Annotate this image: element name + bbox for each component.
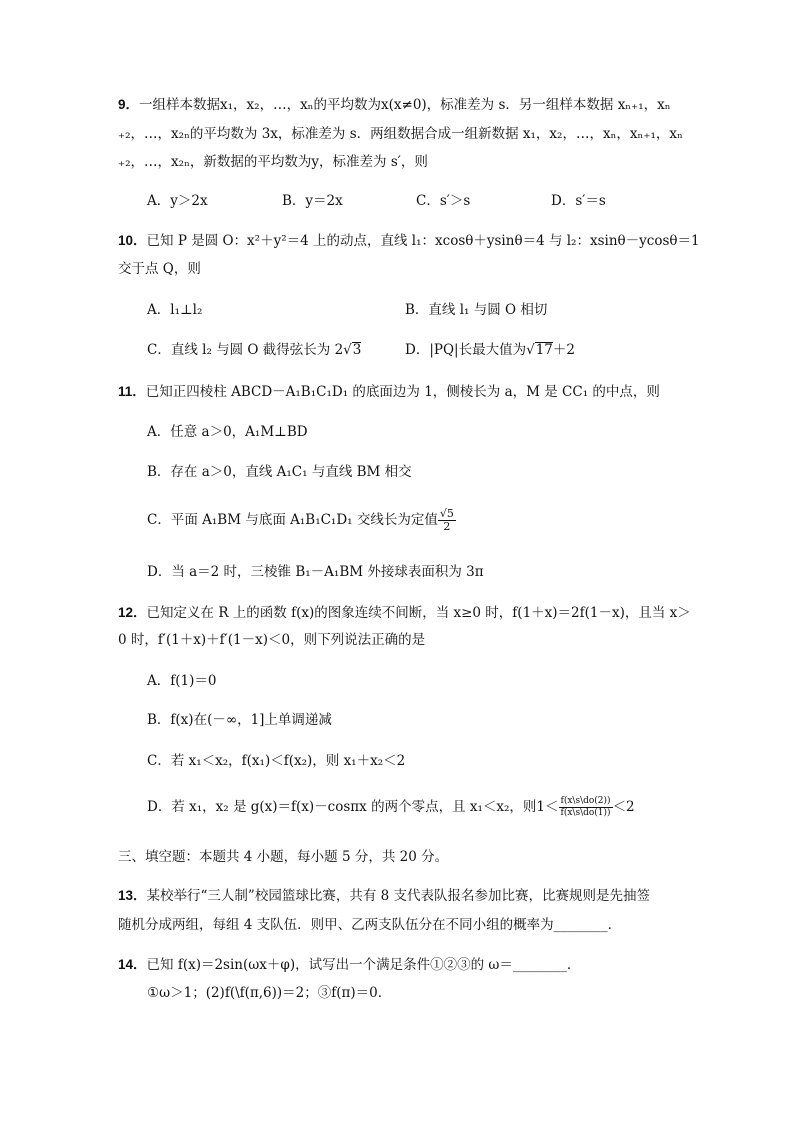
q9-option-b: B．y＝2x xyxy=(282,193,343,209)
q13-line-2: 随机分成两组，每组 4 支队伍．则甲、乙两支队伍分在不同小组的概率为________． xyxy=(118,917,622,933)
q12-line-2: 0 时，f′(1＋x)＋f′(1－x)＜0，则下列说法正确的是 xyxy=(118,632,426,648)
q9-line-3: ₊₂，…，x₂ₙ，新数据的平均数为y，标准差为 s′，则 xyxy=(118,154,428,170)
q11-text-1: 已知正四棱柱 ABCD－A₁B₁C₁D₁ 的底面边为 1，侧棱长为 a，M 是 CC₁ 的中点，则 xyxy=(145,384,660,400)
fraction-numerator: f(x\s\do(2)) xyxy=(560,796,611,806)
q10-option-c-radicand: 3 xyxy=(352,342,362,358)
q9-option-a: A．y＞2x xyxy=(147,193,208,209)
q11-option-b: B．存在 a＞0，直线 A₁C₁ 与直线 BM 相交 xyxy=(147,464,412,480)
q9-option-d: D．s′＝s xyxy=(551,193,606,209)
q9-option-c: C．s′＞s xyxy=(416,193,471,209)
section-3-heading: 三、填空题：本题共 4 小题，每小题 5 分，共 20 分。 xyxy=(118,849,449,865)
q11-line-1 xyxy=(118,383,660,401)
q14-line-2: ①ω＞1；(2)f(\f(π,6))＝2；③f(π)＝0． xyxy=(147,985,392,1001)
q11-number: 11． xyxy=(118,384,146,399)
q9-line-2: ₊₂，…，x₂ₙ的平均数为 3x，标准差为 s．两组数据合成一组新数据 x₁，x₂，…，xₙ，xₙ₊₁，xₙ xyxy=(118,126,683,142)
sqrt-symbol: √ xyxy=(526,342,535,358)
q12-option-d-tail: ＜2 xyxy=(612,799,635,815)
q12-option-d-fraction xyxy=(559,796,613,819)
q10-option-d-tail: ＋2 xyxy=(552,342,575,358)
q12-line-1 xyxy=(118,604,691,622)
q11-option-d: D．当 a＝2 时，三棱锥 B₁－A₁BM 外接球表面积为 3π xyxy=(147,564,484,580)
q10-option-a: A．l₁⊥l₂ xyxy=(147,302,203,318)
q10-option-d xyxy=(405,341,575,359)
fraction-denominator: 2 xyxy=(443,520,451,533)
q13-number: 13． xyxy=(118,888,147,903)
fraction-numerator-value: 5 xyxy=(446,507,454,520)
q12-option-b: B．f(x)在(－∞，1]上单调递减 xyxy=(147,712,332,728)
q10-option-d-radicand: 17 xyxy=(535,342,553,358)
q9-text-1: 一组样本数据x₁，x₂，…，xₙ的平均数为x(x≠0)，标准差为 s．另一组样本数据 xₙ₊₁，xₙ xyxy=(139,97,671,113)
q14-line-1 xyxy=(118,956,580,974)
q12-option-c: C．若 x₁＜x₂，f(x₁)＜f(x₂)，则 x₁＋x₂＜2 xyxy=(147,753,406,769)
q11-option-a: A．任意 a＞0，A₁M⊥BD xyxy=(147,424,308,440)
q10-line-2: 交于点 Q，则 xyxy=(118,261,201,277)
fraction-numerator: √5 xyxy=(439,507,454,520)
q10-number: 10． xyxy=(118,233,147,248)
q10-option-b: B．直线 l₁ 与圆 O 相切 xyxy=(405,302,548,318)
q14-number: 14． xyxy=(118,957,147,972)
q9-line-1 xyxy=(118,96,671,114)
q11-option-c-text: C．平面 A₁BM 与底面 A₁B₁C₁D₁ 交线长为定值 xyxy=(147,512,438,528)
q12-text-1: 已知定义在 R 上的函数 f(x)的图象连续不间断，当 x≥0 时，f(1＋x)＝2f(1－x)，且当 x＞ xyxy=(146,605,691,621)
q11-option-c-fraction xyxy=(438,508,456,533)
sqrt-symbol: √ xyxy=(343,342,352,358)
q14-text-1: 已知 f(x)＝2sin(ωx＋φ)，试写出一个满足条件①②③的 ω＝________． xyxy=(146,957,581,973)
q10-line-1 xyxy=(118,232,700,250)
q10-option-c xyxy=(147,341,361,359)
q12-option-d xyxy=(147,796,635,819)
fraction-denominator: f(x\s\do(1)) xyxy=(560,808,611,818)
q9-number: 9． xyxy=(118,97,140,112)
q10-option-d-text: D．|PQ|长最大值为 xyxy=(405,342,527,358)
q13-line-1 xyxy=(118,887,650,905)
q12-option-a: A．f(1)＝0 xyxy=(147,673,217,689)
q10-option-c-text: C．直线 l₂ 与圆 O 截得弦长为 2 xyxy=(147,342,344,358)
q13-text-1: 某校举行“三人制”校园篮球比赛，共有 8 支代表队报名参加比赛，比赛规则是先抽签 xyxy=(146,888,651,904)
q12-option-d-text: D．若 x₁，x₂ 是 g(x)＝f(x)－cosπx 的两个零点，且 x₁＜x₂，则1＜ xyxy=(147,799,559,815)
q11-option-c xyxy=(147,508,456,533)
q12-number: 12． xyxy=(118,605,147,620)
q10-text-1: 已知 P 是圆 O：x²＋y²＝4 上的动点，直线 l₁：xcosθ＋ysinθ＝4 与 l₂：xsinθ－ycosθ＝1 xyxy=(146,233,700,249)
